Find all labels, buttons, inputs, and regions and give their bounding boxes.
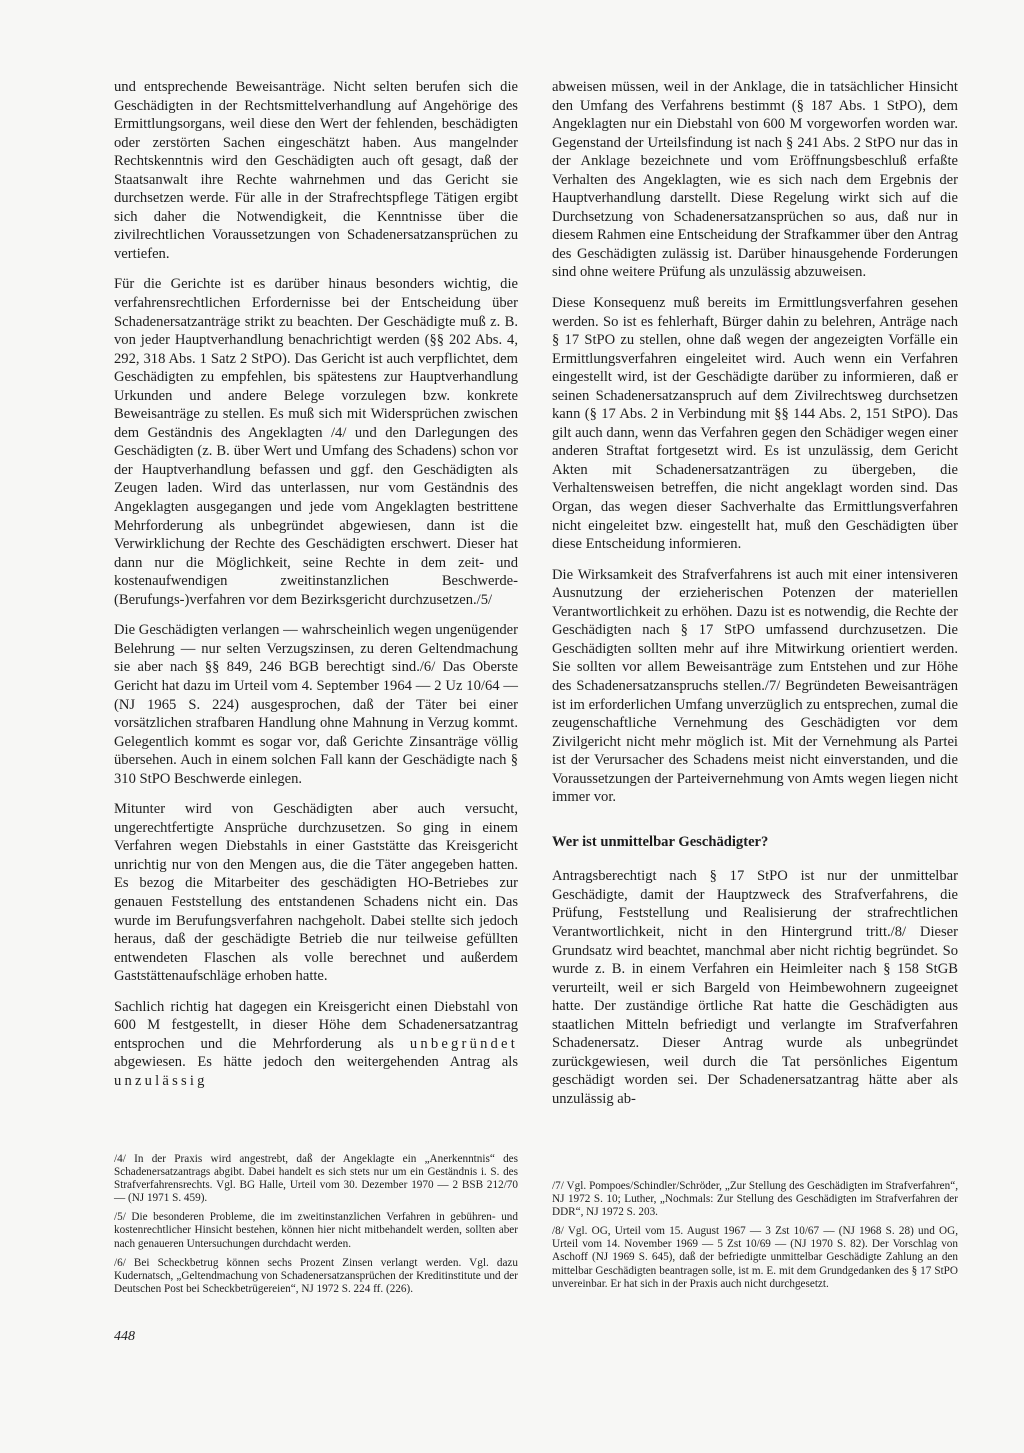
text-run: Sachlich richtig hat dagegen ein Kreisgericht einen Diebstahl von 600 M festgestellt, in dieser Höhe dem Schadenersatzantrag entsprochen und die Mehrforderung als	[114, 998, 518, 1052]
body-paragraph: Diese Konsequenz muß bereits im Ermittlungsverfahren gesehen werden. So ist es fehlerhaft, Bürger dahin zu belehren, Anträge nach § 17 StPO zu stellen, ohne daß wegen der angezeigten Vorfälle ein Ermittlungsverfahren eingeleitet wird. Auch wenn ein Verfahren eingestellt wird, ist der Geschädigte darüber zu informieren, daß er seinen Schadenersatzanspruch auf dem Zivilrechtsweg durchsetzen kann (§ 17 Abs. 2 in Verbindung mit §§ 144 Abs. 2, 151 StPO). Das gilt auch dann, wenn das Verfahren gegen den Schädiger wegen einer anderen Straftat fortgesetzt wird. Es ist unzulässig, dem Gericht Akten mit Schadenersatzanträgen zu übergeben, die Verhaltensweisen betreffen, die nicht angeklagt worden sind. Das Organ, das wegen dieser Sachverhalte das Ermittlungsverfahren nicht eingeleitet bzw. eingestellt hat, muß den Geschädigten über diese Entscheidung informieren.	[552, 295, 958, 553]
footnote: /4/ In der Praxis wird angestrebt, daß der Angeklagte ein „Anerkenntnis“ des Schadenersatzantrags abgibt. Dabei handelt es sich stets nur um ein Geständnis i. S. des Strafverfahrensrechts. Vgl. BG Halle, Urteil vom 30. Dezember 1970 — 2 BSB 212/70 — (NJ 1971 S. 459).	[114, 1153, 518, 1205]
body-paragraph-continued	[114, 998, 518, 1091]
body-paragraph: Für die Gerichte ist es darüber hinaus besonders wichtig, die verfahrensrechtlichen Erfordernisse bei der Entscheidung über Schadenersatzanträge strikt zu beachten. Der Geschädigte muß z. B. von jeder Hauptverhandlung benachrichtigt werden (§§ 202 Abs. 4, 292, 318 Abs. 1 Satz 2 StPO). Das Gericht ist auch verpflichtet, dem Geschädigten zu empfehlen, bis spätestens zur Hauptverhandlung Urkunden und andere Belege vorzulegen bzw. konkrete Beweisanträge zu stellen. Es muß sich mit Widersprüchen zwischen dem Geständnis des Angeklagten /4/ und den Darlegungen des Geschädigten (z. B. über Wert und Umfang des Schadens) schon vor der Hauptverhandlung befassen und ggf. den Geschädigten als Zeugen laden. Wird das unterlassen, nur vom Geständnis des Angeklagten ausgegangen und jede vom Angeklagten bestrittene Mehrforderung als unbegründet abgewiesen, dann ist die Verwirklichung der Rechte des Geschädigten erschwert. Dieser hat dann nur die Möglichkeit, seine Rechte in dem zeit- und kostenaufwendigen zweitinstanzlichen Beschwerde-(Berufungs-)verfahren vor dem Bezirksgericht durchzusetzen./5/	[114, 276, 518, 608]
body-paragraph: Die Geschädigten verlangen — wahrscheinlich wegen ungenügender Belehrung — nur selten Verzugszinsen, zu deren Geltendmachung sie aber nach §§ 849, 246 BGB berechtigt sind./6/ Das Oberste Gericht hat dazu im Urteil vom 4. September 1964 — 2 Uz 10/64 — (NJ 1965 S. 224) ausgesprochen, daß der Täter bei einer vorsätzlichen strafbaren Handlung ohne Mahnung in Verzug kommt. Gelegentlich kommt es sogar vor, daß Gerichte Zinsanträge völlig übersehen. Auch in einem solchen Fall kann der Geschädigte nach § 310 StPO Beschwerde einlegen.	[114, 622, 518, 787]
footnotes-right	[552, 1180, 958, 1297]
body-paragraph: Antragsberechtigt nach § 17 StPO ist nur der unmittelbar Geschädigte, damit der Hauptzweck des Strafverfahrens, die Prüfung, Feststellung und Realisierung der strafrechtlichen Verantwortlichkeit, nicht in den Hintergrund tritt./8/ Dieser Grundsatz wird beachtet, manchmal aber nicht richtig begründet. So wurde z. B. in einem Verfahren ein Heimleiter nach § 158 StGB verurteilt, weil er sich Bargeld von Heimbewohnern zugeeignet hatte. Der zuständige örtliche Rat hatte die Geschädigten aus staatlichen Mitteln befriedigt und verlangte im Strafverfahren Schadenersatz. Dieser Antrag wurde als unbegründet zurückgewiesen, weil durch die Tat persönliches Eigentum geschädigt worden sei. Der Schadenersatzantrag hätte aber als unzulässig ab-	[552, 868, 958, 1107]
body-paragraph: abweisen müssen, weil in der Anklage, die in tatsächlicher Hinsicht den Umfang des Verfahrens bestimmt (§ 187 Abs. 1 StPO), dem Angeklagten nur ein Diebstahl von 600 M vorgeworfen worden war. Gegenstand der Urteilsfindung ist nach § 241 Abs. 2 StPO nur das in der Anklage bezeichnete und vom Eröffnungsbeschluß erfaßte Verhalten des Angeklagten, wie es sich nach dem Ergebnis der Hauptverhandlung darstellt. Diese Regelung wirkt sich auf die Durchsetzung von Schadenersatzansprüchen so aus, daß nur in diesem Rahmen eine Entscheidung der Strafkammer über den Antrag des Geschädigten zulässig ist. Darüber hinausgehende Forderungen sind ohne weitere Prüfung als unzulässig abzuweisen.	[552, 79, 958, 281]
spaced-emphasis: unzulässig	[114, 1072, 208, 1089]
section-heading: Wer ist unmittelbar Geschädigter?	[552, 833, 769, 850]
footnote: /5/ Die besonderen Probleme, die im zweitinstanzlichen Verfahren in gebühren- und kostenrechtlicher Hinsicht bestehen, können hier nicht mitbehandelt werden, sollten aber nach genaueren Untersuchungen durchdacht werden.	[114, 1211, 518, 1250]
body-paragraph: Die Wirksamkeit des Strafverfahrens ist auch mit einer intensiveren Ausnutzung der erzieherischen Potenzen der materiellen Verantwortlichkeit zu erhöhen. Dazu ist es notwendig, die Rechte der Geschädigten nach § 17 StPO umfassend durchzusetzen. Die Geschädigten sollten mehr auf ihre Mitwirkung orientiert werden. Sie sollten vor allem Beweisanträge zum Entstehen und zur Höhe des Schadenersatzanspruchs stellen./7/ Begründeten Beweisanträgen ist im erforderlichen Umfang unverzüglich zu entsprechen, zumal die zeugenschaftliche Vernehmung des Geschädigten vor dem Zivilgericht nicht mehr möglich ist. Mit der Vernehmung als Partei ist der Verursacher des Schadens meist nicht einverstanden, und die Voraussetzungen der Parteivernehmung von Amts wegen liegen nicht immer vor.	[552, 566, 958, 806]
spaced-emphasis: unbegründet	[409, 1035, 518, 1052]
footnote: /8/ Vgl. OG, Urteil vom 15. August 1967 — 3 Zst 10/67 — (NJ 1968 S. 28) und OG, Urteil vom 14. November 1969 — 5 Zst 10/69 — (NJ 1970 S. 82). Der Vorschlag von Aschoff (NJ 1969 S. 645), daß der befriedigte unmittelbar Geschädigte Zahlung an den mittelbar Geschädigten beantragen solle, ist m. E. mit dem Grundgedanken des § 17 StPO unvereinbar. Er hat sich in der Praxis auch nicht durchgesetzt.	[552, 1225, 958, 1290]
footnotes-left	[114, 1153, 518, 1302]
footnote: /6/ Bei Scheckbetrug können sechs Prozent Zinsen verlangt werden. Vgl. dazu Kudernatsch, „Geltendmachung von Schadenersatzansprüchen der Kreditinstitute und der Deutschen Post bei Scheckbetrügereien“, NJ 1972 S. 224 ff. (226).	[114, 1256, 518, 1295]
page-number: 448	[114, 1329, 135, 1344]
right-column	[552, 78, 958, 1120]
text-run: abgewiesen. Es hätte jedoch den weitergehenden Antrag als	[114, 1054, 518, 1071]
body-paragraph: und entsprechende Beweisanträge. Nicht selten berufen sich die Geschädigten in der Rechtsmittelverhandlung auf Angehörige des Ermittlungsorgans, weil diese den Wert der fehlenden, beschädigten oder zerstörten Sachen eingeschätzt haben. Aus mangelnder Rechtskenntnis wird den Geschädigten auch oft gesagt, daß der Staatsanwalt ihre Rechte wahrnehmen und das Gericht sie durchsetzen werde. Für alle in der Strafrechtspflege Tätigen ergibt sich daher die Notwendigkeit, die Kenntnisse über die zivilrechtlichen Voraussetzungen von Schadenersatzansprüchen zu vertiefen.	[114, 79, 518, 262]
footnote: /7/ Vgl. Pompoes/Schindler/Schröder, „Zur Stellung des Geschädigten im Strafverfahren“, NJ 1972 S. 10; Luther, „Nochmals: Zur Stellung des Geschädigten im Strafverfahren der DDR“, NJ 1972 S. 203.	[552, 1180, 958, 1219]
body-paragraph: Mitunter wird von Geschädigten aber auch versucht, ungerechtfertigte Ansprüche durchzusetzen. So ging in einem Verfahren wegen Diebstahls in einer Gaststätte das Kreisgericht unrichtig nur von den Mengen aus, die die Täter angegeben hatten. Es bezog die Mitarbeiter des geschädigten HO-Betriebes zur genauen Feststellung des entstandenen Schadens nicht ein. Das wurde im Berufungsverfahren nachgeholt. Dabei stellte sich jedoch heraus, daß der geschädigte Betrieb die nur teilweise gefüllten entwendeten Flaschen als volle berechnet und außerdem Gaststättenaufschläge erhoben hatte.	[114, 801, 518, 985]
left-column	[114, 78, 518, 1102]
